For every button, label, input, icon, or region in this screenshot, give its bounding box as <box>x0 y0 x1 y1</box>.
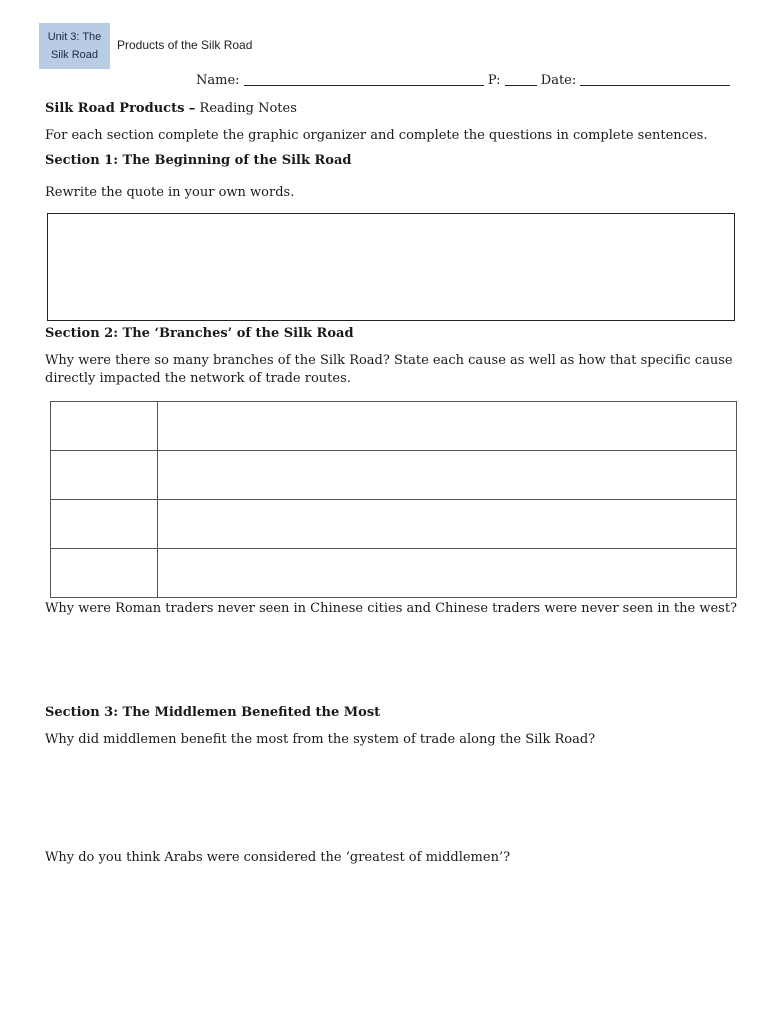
table-row <box>51 549 737 598</box>
date-field[interactable] <box>580 71 730 86</box>
impact-cell[interactable] <box>158 451 737 500</box>
instructions: For each section complete the graphic organizer and complete the questions in complete sentences. <box>45 128 708 143</box>
student-info-line <box>196 71 730 88</box>
unit-badge <box>39 23 110 69</box>
period-label: P: <box>487 73 501 88</box>
section3-question1: Why did middlemen benefit the most from the system of trade along the Silk Road? <box>45 732 596 747</box>
cause-cell[interactable] <box>51 402 158 451</box>
name-label: Name: <box>196 73 240 88</box>
section2-prompt-line2: directly impacted the network of trade routes. <box>45 371 351 386</box>
impact-cell[interactable] <box>158 402 737 451</box>
cause-cell[interactable] <box>51 549 158 598</box>
section1-heading: Section 1: The Beginning of the Silk Road <box>45 153 352 168</box>
period-field[interactable] <box>505 71 537 86</box>
section2-question: Why were Roman traders never seen in Chinese cities and Chinese traders were never seen in the west? <box>45 601 738 616</box>
impact-cell[interactable] <box>158 549 737 598</box>
table-row <box>51 402 737 451</box>
table-row <box>51 451 737 500</box>
section2-heading: Section 2: The ‘Branches’ of the Silk Road <box>45 326 354 341</box>
document-title-bold: Silk Road Products – <box>45 101 196 116</box>
date-label: Date: <box>540 73 577 88</box>
unit-badge-line1: Unit 3: The <box>47 31 102 43</box>
section3-heading: Section 3: The Middlemen Benefited the Most <box>45 705 381 720</box>
document-title-rest: Reading Notes <box>195 101 297 116</box>
impact-cell[interactable] <box>158 500 737 549</box>
cause-cell[interactable] <box>51 500 158 549</box>
section2-prompt-line1: Why were there so many branches of the Silk Road? State each cause as well as how that specific cause <box>45 353 733 368</box>
branches-organizer-table <box>50 401 737 598</box>
unit-badge-line2: Silk Road <box>50 49 99 61</box>
section3-question2: Why do you think Arabs were considered the ‘greatest of middlemen’? <box>45 850 511 865</box>
section1-prompt: Rewrite the quote in your own words. <box>45 185 295 200</box>
table-row <box>51 500 737 549</box>
quote-answer-box[interactable] <box>47 213 735 321</box>
document-title <box>45 101 297 116</box>
cause-cell[interactable] <box>51 451 158 500</box>
header-title: Products of the Silk Road <box>117 38 253 52</box>
name-field[interactable] <box>244 71 484 86</box>
